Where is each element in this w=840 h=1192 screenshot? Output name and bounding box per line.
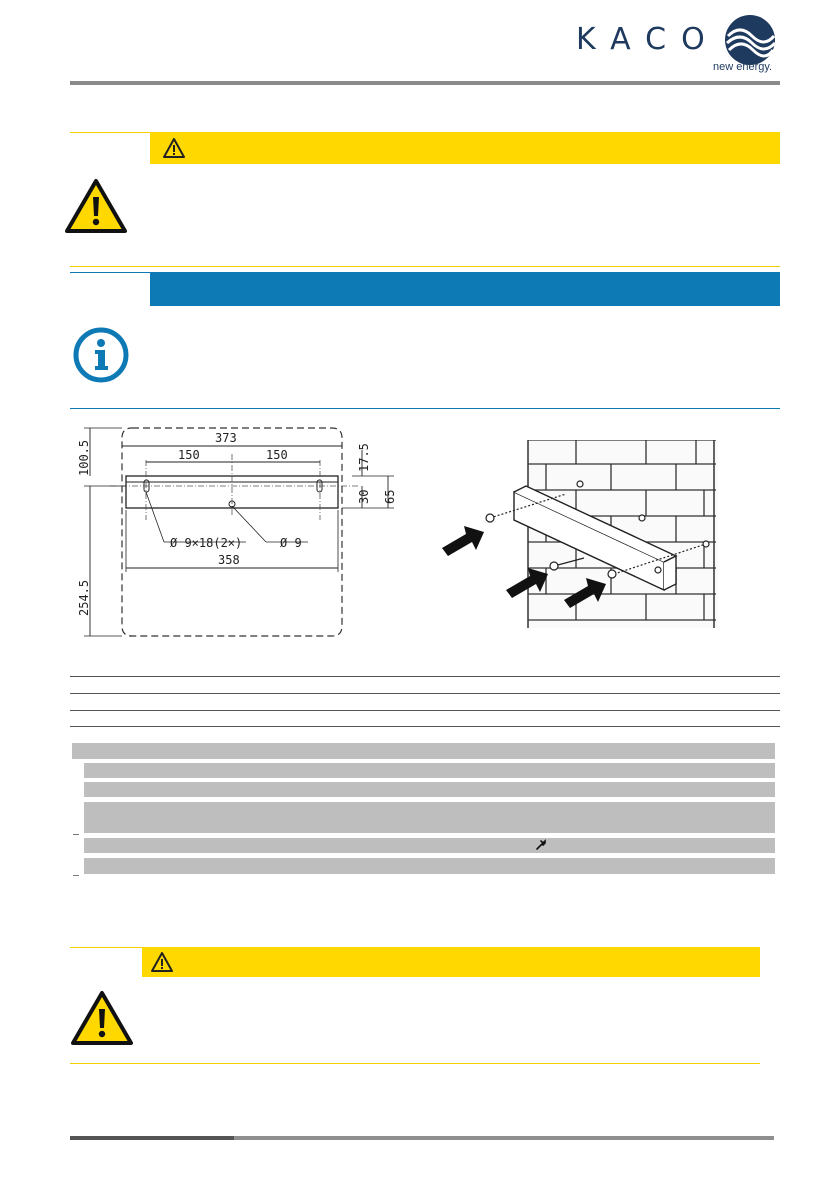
warning-header-bar: [142, 947, 760, 977]
wall-mounting-illustration: [436, 440, 720, 628]
warning-triangle-icon: [70, 990, 134, 1046]
procedure-header-row: [72, 743, 775, 759]
list-tick: [73, 875, 79, 876]
dim-right-span: 150: [266, 448, 288, 462]
dim-bottom-offset: 254.5: [77, 579, 91, 616]
kaco-wave-icon: [724, 14, 776, 66]
warning-triangle-icon: [150, 951, 174, 973]
procedure-step-row: [84, 782, 775, 797]
dim-slot-hole: Ø 9×18(2×): [170, 536, 243, 550]
warning-top-rule: [70, 132, 150, 133]
info-circle-icon: [72, 326, 130, 384]
list-tick: [73, 834, 79, 835]
footer-rule-light: [234, 1136, 774, 1140]
dim-overall-width: 373: [215, 431, 237, 445]
footer-rule-dark: [70, 1136, 234, 1140]
dim-inner-height: 30: [357, 489, 371, 504]
procedure-step-row: [84, 802, 775, 833]
table-rule: [70, 710, 780, 711]
dim-outer-height: 65: [383, 489, 397, 504]
logo-tagline: new energy.: [713, 61, 773, 73]
info-top-rule: [70, 272, 150, 273]
table-rule: [70, 676, 780, 677]
warning-triangle-icon: [64, 178, 128, 234]
procedure-step-row: [84, 838, 775, 853]
warning-bottom-rule: [70, 1063, 760, 1064]
procedure-step-row: [84, 858, 775, 874]
dim-bracket-length: 358: [218, 553, 240, 567]
warning-bottom-rule: [70, 266, 780, 267]
dim-left-span: 150: [178, 448, 200, 462]
warning-top-rule: [70, 947, 142, 948]
dim-center-hole: Ø 9: [280, 536, 302, 550]
warning-triangle-icon: [162, 137, 186, 159]
dim-top-offset: 100.5: [77, 439, 91, 476]
wrench-icon: [535, 839, 547, 851]
info-header-bar: [150, 272, 780, 306]
procedure-step-row: [84, 763, 775, 778]
header-rule: [70, 81, 780, 85]
table-rule: [70, 726, 780, 727]
bracket-dimension-drawing: [70, 420, 410, 642]
dim-top-gap: 17.5: [357, 443, 371, 472]
warning-header-bar: [150, 132, 780, 164]
logo-wordmark: KACO: [576, 22, 720, 57]
table-rule: [70, 693, 780, 694]
info-bottom-rule: [70, 408, 780, 409]
